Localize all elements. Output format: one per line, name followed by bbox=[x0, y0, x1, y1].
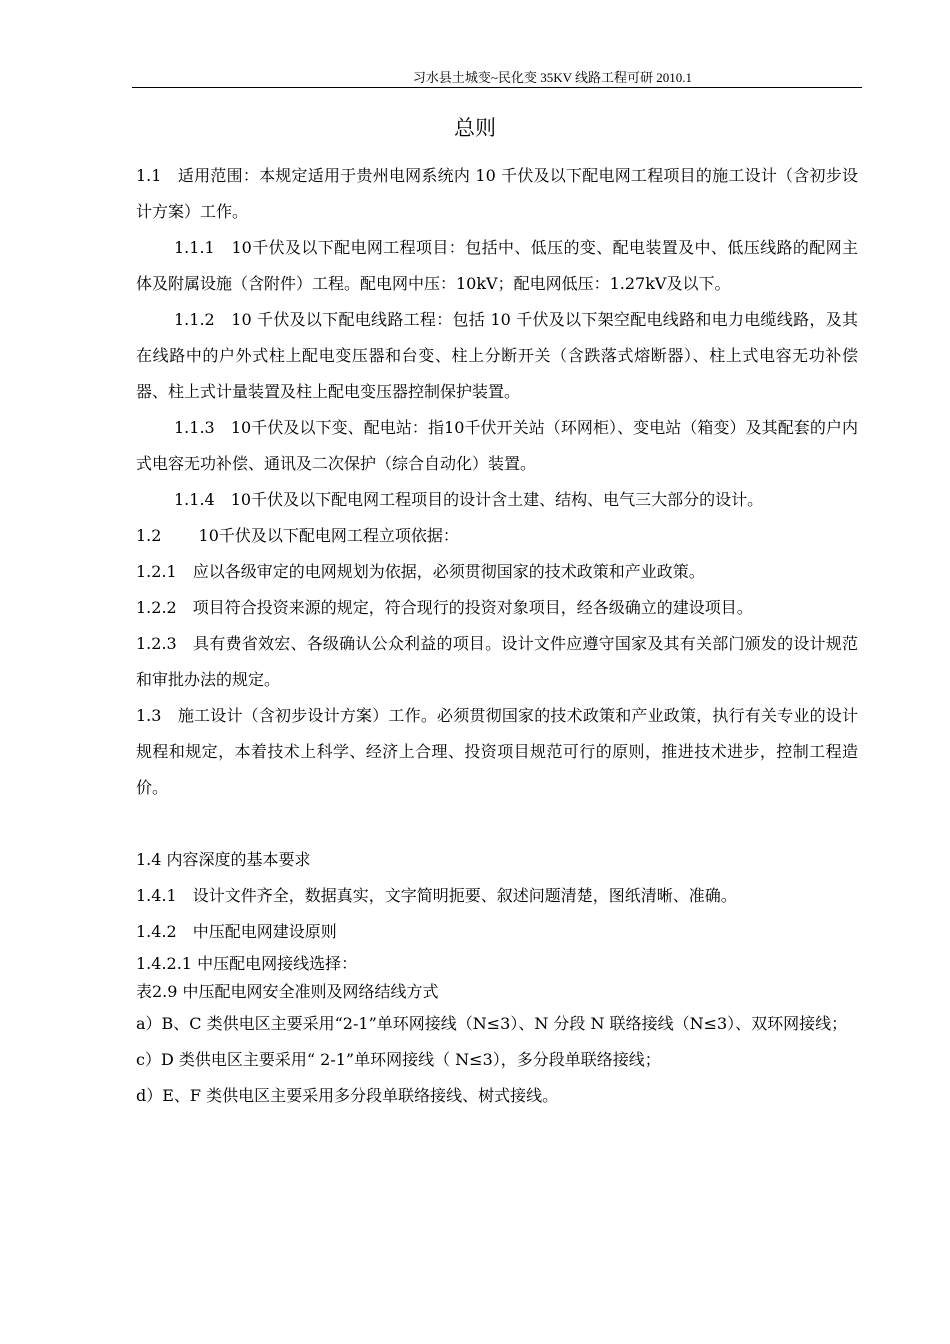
page-title: 总则 bbox=[454, 116, 496, 140]
section-1-4: 1.4 内容深度的基本要求 bbox=[136, 850, 311, 869]
section-1-2-1: 1.2.1 应以各级审定的电网规划为依据，必须贯彻国家的技术政策和产业政策。 bbox=[136, 562, 705, 581]
section-1-3: 1.3 施工设计（含初步设计方案）工作。必须贯彻国家的技术政策和产业政策，执行有关专业的设计规程和规定，本着技术上科学、经济上合理、投资项目规范可行的原则，推进技术进步，控制工程造价。 bbox=[136, 706, 858, 797]
item-c: c）D 类供电区主要采用“ 2-1”单环网接线（ N≤3），多分段单联络接线； bbox=[136, 1050, 661, 1069]
section-1-4-1: 1.4.1 设计文件齐全，数据真实，文字简明扼要、叙述问题清楚，图纸清晰、准确。 bbox=[136, 886, 737, 905]
blank-line bbox=[136, 806, 858, 842]
section-1-4-2: 1.4.2 中压配电网建设原则 bbox=[136, 922, 337, 941]
running-header: 习水县土城变~民化变 35KV 线路工程可研 2010.1 bbox=[132, 70, 862, 88]
section-1-1-2: 1.1.2 10 千伏及以下配电线路工程：包括 10 千伏及以下架空配电线路和电力电缆线路，及其在线路中的户外式柱上配电变压器和台变、柱上分断开关（含跌落式熔断器）、柱上式电容无功补偿器、柱上式计量装置及柱上配电变压器控制保护装置。 bbox=[136, 310, 858, 401]
section-1-1-3: 1.1.3 10千伏及以下变、配电站：指10千伏开关站（环网柜）、变电站（箱变）及其配套的户内式电容无功补偿、通讯及二次保护（综合自动化）装置。 bbox=[136, 418, 858, 473]
document-body bbox=[136, 158, 858, 1114]
item-a: a）B、C 类供电区主要采用“2-1”单环网接线（N≤3）、N 分段 N 联络接线（N≤3）、双环网接线； bbox=[136, 1014, 848, 1033]
section-1-1: 1.1 适用范围：本规定适用于贵州电网系统内 10 千伏及以下配电网工程项目的施工设计（含初步设计方案）工作。 bbox=[136, 166, 858, 221]
table-caption: 表2.9 中压配电网安全准则及网络结线方式 bbox=[136, 982, 439, 1001]
section-1-2-3: 1.2.3 具有费省效宏、各级确认公众利益的项目。设计文件应遵守国家及其有关部门颁发的设计规范和审批办法的规定。 bbox=[136, 634, 858, 689]
section-1-1-1: 1.1.1 10千伏及以下配电网工程项目：包括中、低压的变、配电装置及中、低压线路的配网主体及附属设施（含附件）工程。配电网中压：10kV；配电网低压：1.27kV及以下。 bbox=[136, 238, 858, 293]
section-1-1-4: 1.1.4 10千伏及以下配电网工程项目的设计含土建、结构、电气三大部分的设计。 bbox=[174, 490, 764, 509]
section-1-4-2-1: 1.4.2.1 中压配电网接线选择： bbox=[136, 954, 358, 973]
section-1-2: 1.2 10千伏及以下配电网工程立项依据： bbox=[136, 526, 459, 545]
item-d: d）E、F 类供电区主要采用多分段单联络接线、树式接线。 bbox=[136, 1086, 559, 1105]
section-1-2-2: 1.2.2 项目符合投资来源的规定，符合现行的投资对象项目，经各级确立的建设项目。 bbox=[136, 598, 753, 617]
